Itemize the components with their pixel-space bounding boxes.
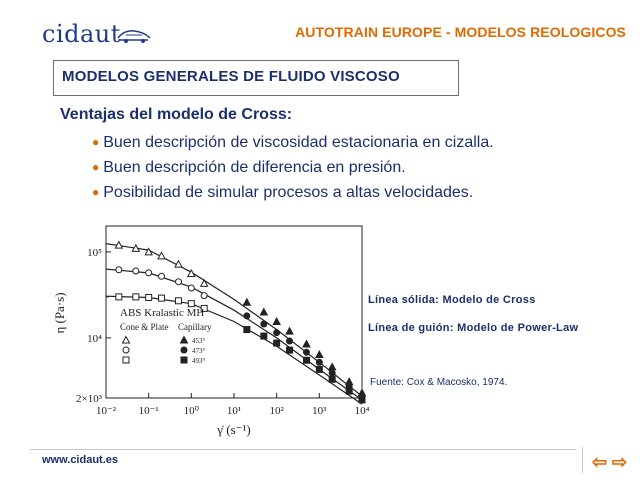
capillary-point <box>243 299 250 306</box>
next-arrow-icon[interactable]: ⇨ <box>612 452 628 472</box>
capillary-point <box>329 376 335 382</box>
capillary-point <box>286 328 293 335</box>
cone-plate-point <box>188 301 194 307</box>
capillary-point <box>303 349 309 355</box>
capillary-point <box>261 321 267 327</box>
y-tick-label: 10⁵ <box>87 246 102 259</box>
source-note: Fuente: Cox & Macosko, 1974. <box>370 377 508 388</box>
list-item <box>92 130 494 155</box>
cone-plate-point <box>146 270 152 276</box>
x-ticks <box>96 393 370 417</box>
legend-label: 493° <box>192 357 206 365</box>
x-tick-label: 10² <box>269 405 284 417</box>
cone-plate-point <box>116 267 122 273</box>
cross-fit-line <box>106 244 362 397</box>
legend-marker-filled <box>181 357 187 363</box>
x-tick-label: 10⁻¹ <box>138 405 159 417</box>
bullet-text: Posibilidad de simular procesos a altas velocidades. <box>103 184 474 201</box>
website-link[interactable]: www.cidaut.es <box>42 454 119 466</box>
advantages-list <box>92 130 494 205</box>
capillary-point <box>303 357 309 363</box>
cone-plate-point <box>159 273 165 279</box>
inset-title: ABS Kralastic MH <box>120 307 205 319</box>
bullet-icon: ● <box>92 185 100 199</box>
legend-marker-open <box>123 347 129 353</box>
y-tick-label: 2×10³ <box>75 393 102 405</box>
bullet-text: Buen descripción de viscosidad estacionaria en cizalla. <box>103 134 494 151</box>
capillary-point <box>316 351 323 358</box>
cone-plate-point <box>146 294 152 300</box>
list-item <box>92 180 494 205</box>
cone-plate-point <box>201 293 207 299</box>
capillary-point <box>261 333 267 339</box>
capillary-point <box>287 347 293 353</box>
inset-col-cone: Cone & Plate <box>120 322 169 332</box>
cone-plate-point <box>116 294 122 300</box>
x-tick-label: 10¹ <box>226 405 242 417</box>
car-logo-icon <box>116 26 152 44</box>
capillary-point <box>274 330 280 336</box>
capillary-point <box>329 370 335 376</box>
x-tick-label: 10⁻² <box>95 405 117 417</box>
capillary-point <box>287 338 293 344</box>
legend-label: 473° <box>192 347 206 355</box>
cone-plate-point <box>188 285 194 291</box>
capillary-point <box>244 313 250 319</box>
legend-marker-open <box>123 357 129 363</box>
bullet-icon: ● <box>92 160 100 174</box>
cone-plate-point <box>175 279 181 285</box>
cidaut-logo[interactable]: cidaut <box>42 20 121 48</box>
capillary-point <box>316 366 322 372</box>
bullet-icon: ● <box>92 135 100 149</box>
viscosity-chart <box>50 208 370 440</box>
capillary-point <box>274 340 280 346</box>
legend-marker-filled <box>181 337 188 344</box>
capillary-point <box>346 388 352 394</box>
slide-title: AUTOTRAIN EUROPE - MODELOS REOLOGICOS <box>295 24 626 40</box>
capillary-point <box>303 340 310 347</box>
legend-marker-open <box>123 337 130 344</box>
cone-plate-point <box>159 295 165 301</box>
capillary-point <box>273 318 280 325</box>
y-tick-label: 10⁴ <box>87 332 102 345</box>
cone-plate-point <box>201 280 208 287</box>
cross-fit-line <box>106 269 362 400</box>
content-heading: Ventajas del modelo de Cross: <box>60 106 293 123</box>
inset-col-cap: Capillary <box>178 322 212 332</box>
capillary-point <box>359 397 365 403</box>
bullet-text: Buen descripción de diferencia en presión. <box>103 159 406 176</box>
chart-legend <box>192 337 206 365</box>
cone-plate-point <box>133 294 139 300</box>
capillary-point <box>329 363 336 370</box>
x-tick-label: 10⁰ <box>183 405 200 417</box>
x-axis-label: γ̇ (s⁻¹) <box>217 422 251 437</box>
legend-label: 453° <box>192 337 206 345</box>
capillary-point <box>244 327 250 333</box>
dashed-line-note: Línea de guión: Modelo de Power-Law <box>368 322 579 334</box>
x-tick-label: 10⁴ <box>354 405 370 417</box>
capillary-point <box>260 309 267 316</box>
section-title-box <box>53 60 459 96</box>
x-tick-label: 10³ <box>312 405 327 417</box>
capillary-point <box>316 359 322 365</box>
footer-divider <box>30 449 576 450</box>
solid-line-note: Línea sólida: Modelo de Cross <box>368 294 536 306</box>
cone-plate-point <box>175 298 181 304</box>
section-title: MODELOS GENERALES DE FLUIDO VISCOSO <box>62 68 400 85</box>
legend-marker-filled <box>181 347 187 353</box>
header <box>0 0 640 52</box>
y-axis-label: η (Pa·s) <box>52 292 67 334</box>
prev-arrow-icon[interactable]: ⇦ <box>592 452 608 472</box>
list-item <box>92 155 494 180</box>
cone-plate-point <box>133 268 139 274</box>
